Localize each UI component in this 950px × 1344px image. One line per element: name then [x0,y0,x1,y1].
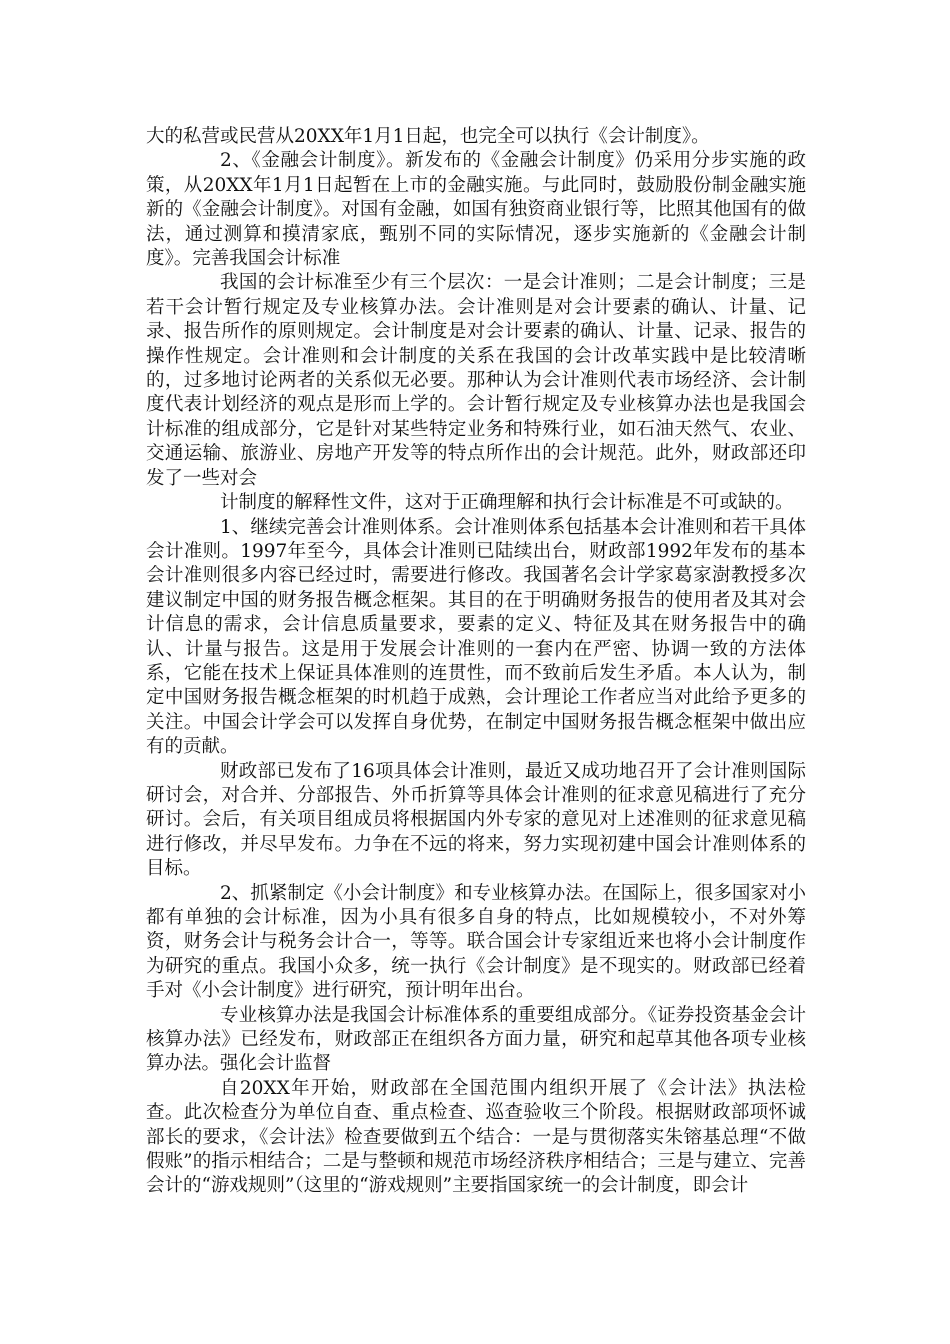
paragraph: 财政部已发布了16项具体会计准则，最近又成功地召开了会计准则国际研讨会，对合并、分部报告、外币折算等具体会计准则的征求意见稿进行了充分研讨。会后，有关项目组成员将根据国内外专家的意见对上述准则的征求意见稿进行修改，并尽早发布。力争在不远的将来，努力实现初建中国会计准则体系的目标。 [146,760,806,880]
paragraph: 专业核算办法是我国会计标准体系的重要组成部分。《证券投资基金会计核算办法》已经发布，财政部正在组织各方面力量，研究和起草其他各项专业核算办法。强化会计监督 [146,1004,806,1075]
paragraph: 2、抓紧制定《小会计制度》和专业核算办法。在国际上，很多国家对小都有单独的会计标准，因为小具有很多自身的特点，比如规模较小，不对外筹资，财务会计与税务会计合一，等等。联合国会计专家组近来也将小会计制度作为研究的重点。我国小众多，统一执行《会计制度》是不现实的。财政部已经着手对《小会计制度》进行研究，预计明年出台。 [146,882,806,1002]
paragraph: 计制度的解释性文件，这对于正确理解和执行会计标准是不可或缺的。 [220,492,794,514]
paragraph: 大的私营或民营从20XX年1月1日起，也完全可以执行《会计制度》。 [146,126,710,147]
paragraph: 自20XX年开始，财政部在全国范围内组织开展了《会计法》执法检查。此次检查分为单位自查、重点检查、巡查验收三个阶段。根据财政部项怀诚部长的要求，《会计法》检查要做到五个结合：一是与贯彻落实朱镕基总理“不做假账”的指示相结合；二是与整顿和规范市场经济秩序相结合；三是与建立、完善会计的“游戏规则”（这里的“游戏规则”主要指国家统一的会计制度，即会计 [146,1077,806,1197]
paragraph: 1、继续完善会计准则体系。会计准则体系包括基本会计准则和若干具体会计准则。1997年至今，具体会计准则已陆续出台，财政部1992年发布的基本会计准则很多内容已经过时，需要进行修改。我国著名会计学家葛家澍教授多次建议制定中国的财务报告概念框架。其目的在于明确财务报告的使用者及其对会计信息的需求，会计信息质量要求，要素的定义、特征及其在财务报告中的确认、计量与报告。这是用于发展会计准则的一套内在严密、协调一致的方法体系，它能在技术上保证具体准则的连贯性，而不致前后发生矛盾。本人认为，制定中国财务报告概念框架的时机趋于成熟，会计理论工作者应当对此给予更多的关注。中国会计学会可以发挥自身优势，在制定中国财务报告概念框架中做出应有的贡献。 [146,516,806,758]
paragraph: 2、《金融会计制度》。新发布的《金融会计制度》仍采用分步实施的政策，从20XX年1月1日起暂在上市的金融实施。与此同时，鼓励股份制金融实施新的《金融会计制度》。对国有金融，如国有独资商业银行等，比照其他国有的做法，通过测算和摸清家底，甄别不同的实际情况，逐步实施新的《金融会计制度》。完善我国会计标准 [146,150,806,270]
document-body [146,125,806,1199]
paragraph: 我国的会计标准至少有三个层次：一是会计准则；二是会计制度；三是若干会计暂行规定及专业核算办法。会计准则是对会计要素的确认、计量、记录、报告所作的原则规定。会计制度是对会计要素的确认、计量、记录、报告的操作性规定。会计准则和会计制度的关系在我国的会计改革实践中是比较清晰的，过多地讨论两者的关系似无必要。那种认为会计准则代表市场经济、会计制度代表计划经济的观点是形而上学的。会计暂行规定及专业核算办法也是我国会计标准的组成部分，它是针对某些特定业务和特殊行业，如石油天然气、农业、交通运输、旅游业、房地产开发等的特点所作出的会计规范。此外，财政部还印发了一些对会 [146,272,806,489]
